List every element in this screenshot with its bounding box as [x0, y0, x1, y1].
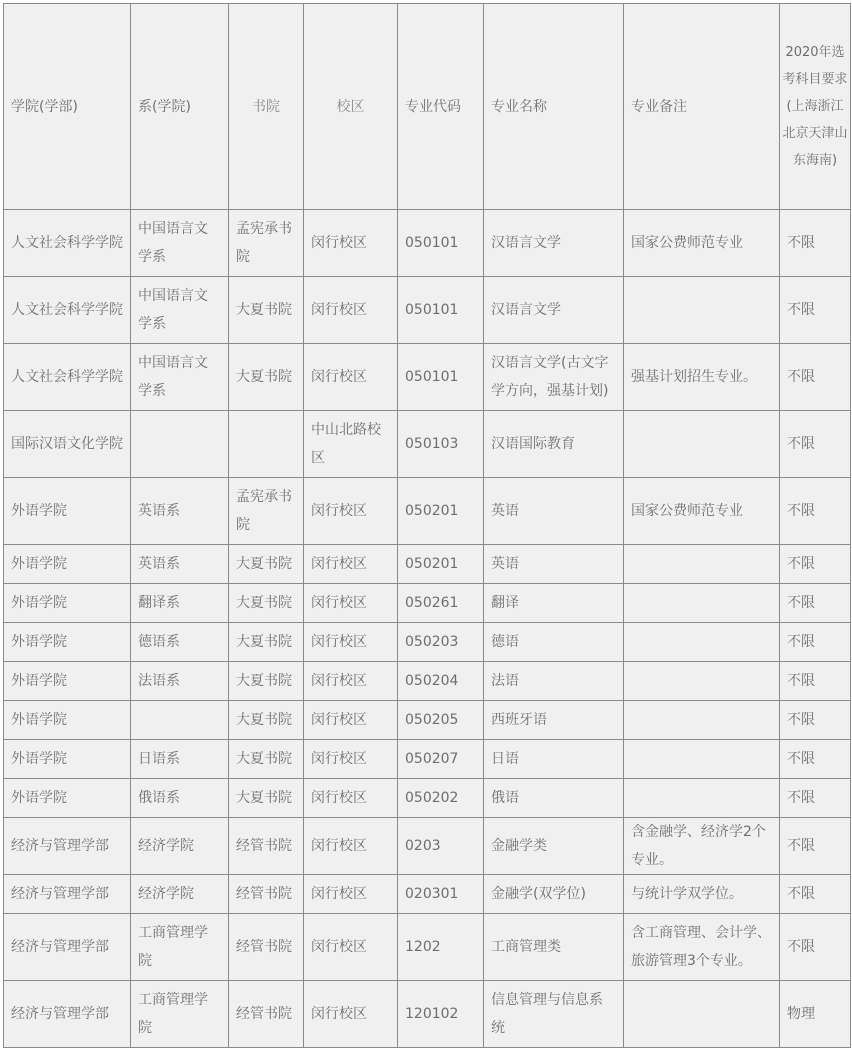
cell-college: 大夏书院: [229, 545, 304, 584]
header-department: 系(学院): [131, 4, 229, 210]
cell-campus: 中山北路校区: [304, 411, 398, 478]
cell-school: 人文社会科学学院: [4, 344, 131, 411]
cell-note: [624, 740, 780, 779]
cell-code: 050205: [398, 701, 484, 740]
cell-campus: 闵行校区: [304, 875, 398, 914]
table-row: [4, 344, 851, 411]
header-major: 专业名称: [484, 4, 624, 210]
major-admission-table: [3, 3, 851, 1048]
cell-code: 020301: [398, 875, 484, 914]
cell-note: 国家公费师范专业: [624, 210, 780, 277]
cell-major: 汉语言文学: [484, 210, 624, 277]
cell-department: [131, 411, 229, 478]
cell-department: 英语系: [131, 545, 229, 584]
cell-code: 050261: [398, 584, 484, 623]
cell-college: 经管书院: [229, 818, 304, 875]
cell-college: 经管书院: [229, 981, 304, 1048]
cell-campus: 闵行校区: [304, 210, 398, 277]
cell-school: 外语学院: [4, 623, 131, 662]
cell-note: [624, 981, 780, 1048]
cell-campus: 闵行校区: [304, 740, 398, 779]
cell-department: 工商管理学院: [131, 914, 229, 981]
table-row: [4, 411, 851, 478]
cell-major: 英语: [484, 545, 624, 584]
cell-school: 外语学院: [4, 701, 131, 740]
cell-code: 050101: [398, 210, 484, 277]
cell-department: 法语系: [131, 662, 229, 701]
cell-college: 大夏书院: [229, 344, 304, 411]
cell-school: 人文社会科学学院: [4, 210, 131, 277]
cell-major: 俄语: [484, 779, 624, 818]
cell-requirement: 不限: [780, 818, 851, 875]
cell-department: 中国语言文学系: [131, 344, 229, 411]
cell-department: [131, 701, 229, 740]
cell-department: 英语系: [131, 478, 229, 545]
cell-school: 经济与管理学部: [4, 875, 131, 914]
cell-campus: 闵行校区: [304, 545, 398, 584]
cell-department: 经济学院: [131, 875, 229, 914]
table-row: [4, 818, 851, 875]
cell-campus: 闵行校区: [304, 623, 398, 662]
cell-college: 大夏书院: [229, 584, 304, 623]
cell-major: 翻译: [484, 584, 624, 623]
cell-school: 经济与管理学部: [4, 981, 131, 1048]
cell-campus: 闵行校区: [304, 277, 398, 344]
cell-requirement: 不限: [780, 411, 851, 478]
cell-department: 翻译系: [131, 584, 229, 623]
cell-code: 050203: [398, 623, 484, 662]
header-code: 专业代码: [398, 4, 484, 210]
cell-school: 外语学院: [4, 545, 131, 584]
cell-major: 汉语言文学(古文字学方向，强基计划): [484, 344, 624, 411]
cell-requirement: 物理: [780, 981, 851, 1048]
cell-note: [624, 411, 780, 478]
cell-department: 德语系: [131, 623, 229, 662]
cell-school: 经济与管理学部: [4, 818, 131, 875]
cell-note: 强基计划招生专业。: [624, 344, 780, 411]
cell-note: [624, 779, 780, 818]
cell-major: 金融学类: [484, 818, 624, 875]
cell-requirement: 不限: [780, 662, 851, 701]
cell-code: 050101: [398, 344, 484, 411]
cell-code: 050201: [398, 478, 484, 545]
cell-college: 孟宪承书院: [229, 210, 304, 277]
cell-school: 外语学院: [4, 779, 131, 818]
cell-college: 大夏书院: [229, 277, 304, 344]
cell-major: 信息管理与信息系统: [484, 981, 624, 1048]
cell-note: [624, 277, 780, 344]
table-row: [4, 277, 851, 344]
table-row: [4, 701, 851, 740]
cell-college: 孟宪承书院: [229, 478, 304, 545]
cell-requirement: 不限: [780, 701, 851, 740]
table-row: [4, 875, 851, 914]
cell-note: 含金融学、经济学2个专业。: [624, 818, 780, 875]
cell-major: 汉语言文学: [484, 277, 624, 344]
cell-department: 中国语言文学系: [131, 210, 229, 277]
cell-major: 日语: [484, 740, 624, 779]
cell-requirement: 不限: [780, 277, 851, 344]
cell-major: 汉语国际教育: [484, 411, 624, 478]
cell-requirement: 不限: [780, 914, 851, 981]
cell-code: 050202: [398, 779, 484, 818]
cell-department: 俄语系: [131, 779, 229, 818]
cell-requirement: 不限: [780, 740, 851, 779]
cell-college: [229, 411, 304, 478]
cell-requirement: 不限: [780, 545, 851, 584]
cell-code: 050101: [398, 277, 484, 344]
cell-campus: 闵行校区: [304, 584, 398, 623]
cell-code: 050103: [398, 411, 484, 478]
table-row: [4, 623, 851, 662]
table-row: [4, 740, 851, 779]
table-row: [4, 662, 851, 701]
cell-campus: 闵行校区: [304, 478, 398, 545]
cell-college: 大夏书院: [229, 740, 304, 779]
cell-campus: 闵行校区: [304, 662, 398, 701]
table-header-row: [4, 4, 851, 210]
cell-campus: 闵行校区: [304, 818, 398, 875]
cell-college: 经管书院: [229, 875, 304, 914]
cell-code: 050204: [398, 662, 484, 701]
cell-school: 外语学院: [4, 478, 131, 545]
cell-requirement: 不限: [780, 584, 851, 623]
cell-department: 经济学院: [131, 818, 229, 875]
cell-college: 大夏书院: [229, 623, 304, 662]
cell-campus: 闵行校区: [304, 701, 398, 740]
cell-requirement: 不限: [780, 875, 851, 914]
cell-school: 外语学院: [4, 662, 131, 701]
table-row: [4, 584, 851, 623]
cell-major: 工商管理类: [484, 914, 624, 981]
header-college: 书院: [229, 4, 304, 210]
cell-requirement: 不限: [780, 478, 851, 545]
header-school: 学院(学部): [4, 4, 131, 210]
cell-code: 050207: [398, 740, 484, 779]
table-row: [4, 779, 851, 818]
cell-campus: 闵行校区: [304, 344, 398, 411]
cell-code: 120102: [398, 981, 484, 1048]
cell-college: 大夏书院: [229, 662, 304, 701]
table-body: [4, 210, 851, 1048]
table-row: [4, 914, 851, 981]
cell-note: [624, 701, 780, 740]
cell-college: 大夏书院: [229, 779, 304, 818]
cell-school: 外语学院: [4, 584, 131, 623]
cell-major: 德语: [484, 623, 624, 662]
cell-code: 050201: [398, 545, 484, 584]
cell-campus: 闵行校区: [304, 779, 398, 818]
table-row: [4, 478, 851, 545]
table-row: [4, 981, 851, 1048]
cell-major: 金融学(双学位): [484, 875, 624, 914]
header-note: 专业备注: [624, 4, 780, 210]
cell-major: 法语: [484, 662, 624, 701]
cell-college: 大夏书院: [229, 701, 304, 740]
cell-note: [624, 545, 780, 584]
cell-school: 国际汉语文化学院: [4, 411, 131, 478]
cell-department: 工商管理学院: [131, 981, 229, 1048]
cell-note: [624, 662, 780, 701]
cell-note: 国家公费师范专业: [624, 478, 780, 545]
table-row: [4, 210, 851, 277]
cell-note: [624, 623, 780, 662]
cell-department: 中国语言文学系: [131, 277, 229, 344]
cell-code: 1202: [398, 914, 484, 981]
cell-campus: 闵行校区: [304, 981, 398, 1048]
cell-note: [624, 584, 780, 623]
cell-college: 经管书院: [229, 914, 304, 981]
table-row: [4, 545, 851, 584]
cell-major: 英语: [484, 478, 624, 545]
cell-major: 西班牙语: [484, 701, 624, 740]
cell-requirement: 不限: [780, 344, 851, 411]
cell-school: 外语学院: [4, 740, 131, 779]
cell-department: 日语系: [131, 740, 229, 779]
header-requirement: 2020年选考科目要求(上海浙江北京天津山东海南): [780, 4, 851, 210]
cell-school: 经济与管理学部: [4, 914, 131, 981]
cell-code: 0203: [398, 818, 484, 875]
cell-school: 人文社会科学学院: [4, 277, 131, 344]
cell-requirement: 不限: [780, 779, 851, 818]
cell-campus: 闵行校区: [304, 914, 398, 981]
cell-note: 与统计学双学位。: [624, 875, 780, 914]
header-campus: 校区: [304, 4, 398, 210]
cell-note: 含工商管理、会计学、旅游管理3个专业。: [624, 914, 780, 981]
cell-requirement: 不限: [780, 623, 851, 662]
cell-requirement: 不限: [780, 210, 851, 277]
